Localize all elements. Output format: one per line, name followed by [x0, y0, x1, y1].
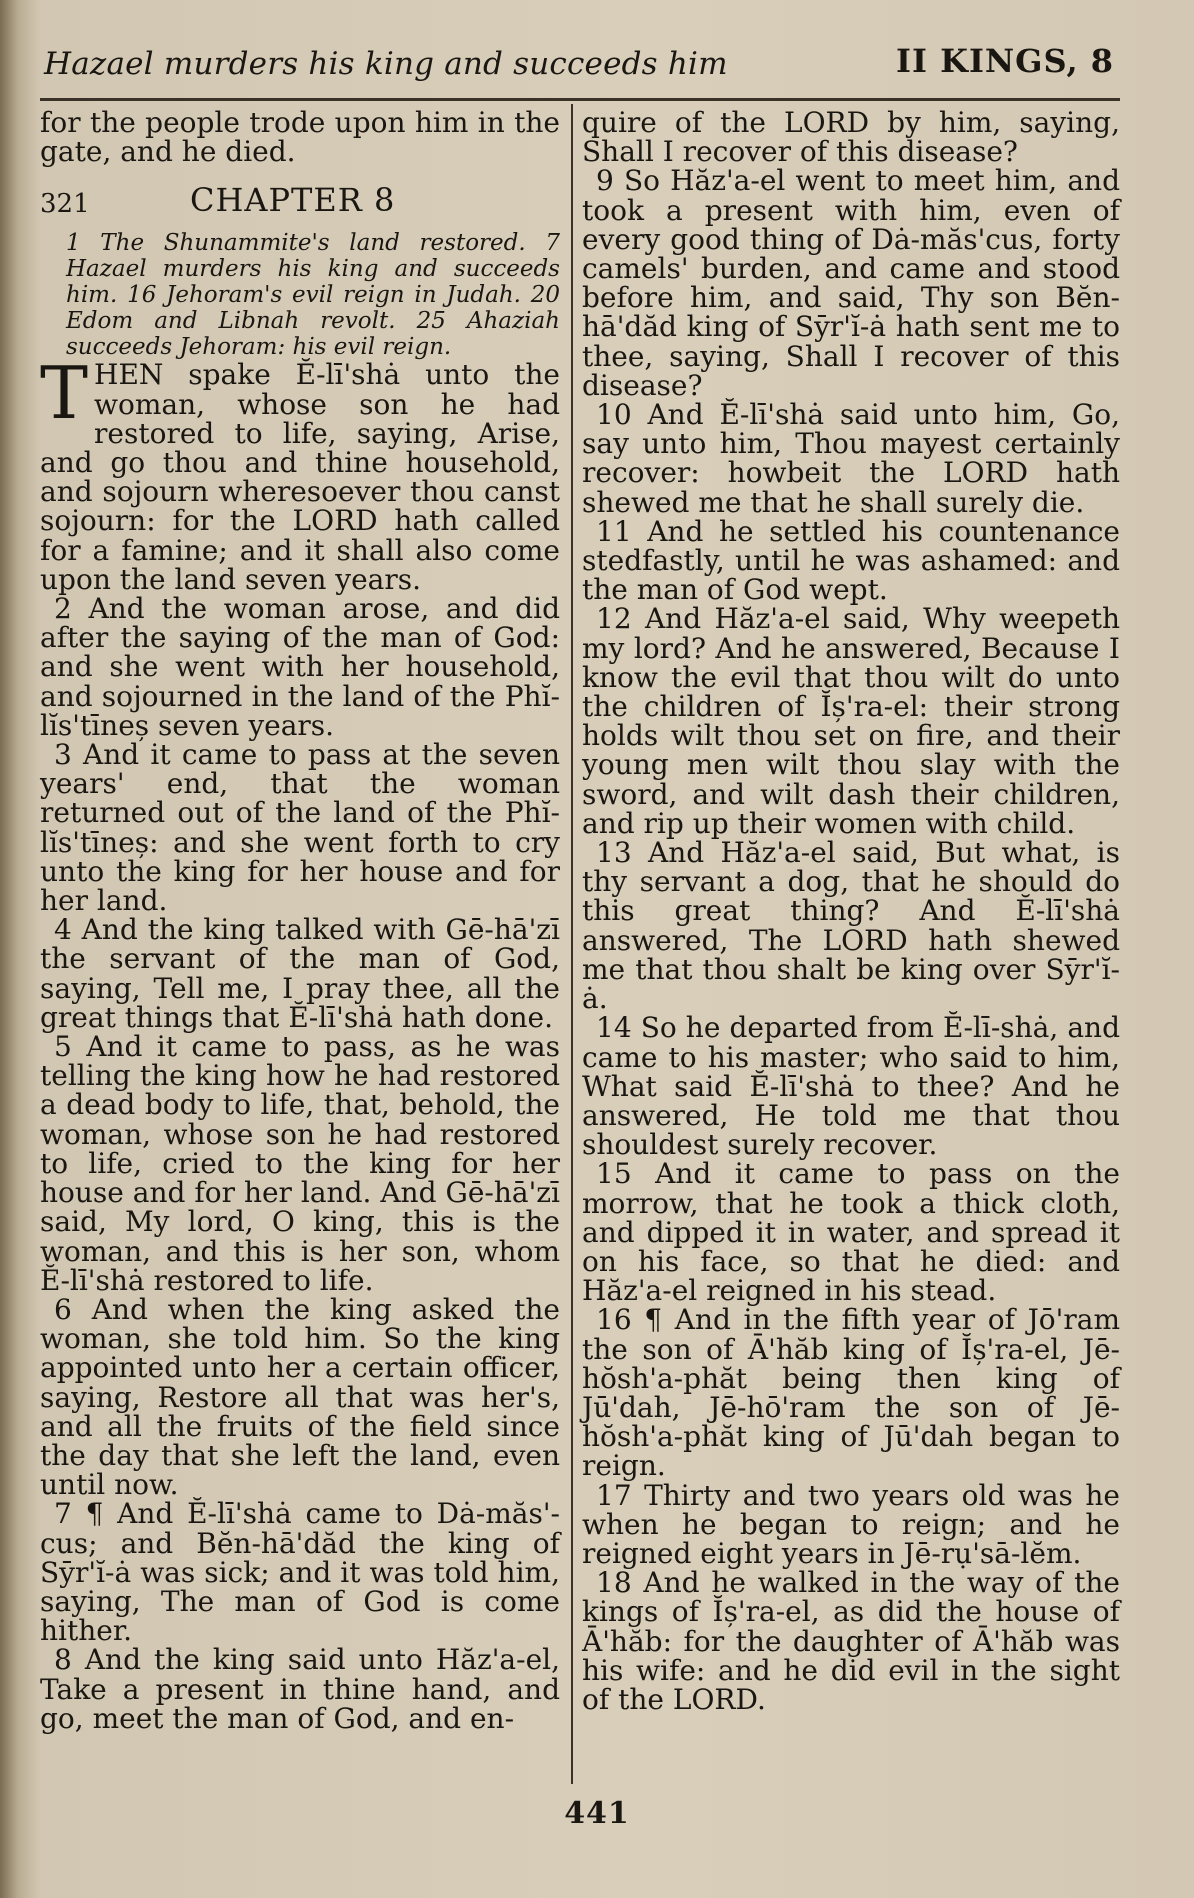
- verse-12: 12 And Hăz'a-el said, Why weepeth my lord? And he answered, Because I know the evil that thou wilt do unto the children of Ĭș'ra-el: their strong holds wilt thou set on fire, and their young men wilt thou slay with the sword, and wilt dash their children, and rip up their women with child.: [582, 602, 1120, 840]
- left-column: [40, 108, 560, 1733]
- verse-3: 3 And it came to pass at the seven years' end, that the woman returned out of the land of the Phĭ-lĭs'tīneș: and she went forth to cry unto the king for her house and for her land.: [40, 738, 560, 918]
- chapter-heading: [40, 180, 560, 230]
- page-number: 441: [564, 1796, 630, 1831]
- verse-17: 17 Thirty and two years old was he when he began to reign; and he reigned eight years in Jē-rụ'sā-lĕm.: [582, 1478, 1120, 1570]
- right-column: [582, 108, 1120, 1714]
- verse-10: 10 And Ĕ-lī'shȧ said unto him, Go, say unto him, Thou mayest certainly recover: howbeit the LORD hath shewed me that he shall surely die.: [582, 398, 1120, 519]
- chapter-number: 321: [40, 189, 90, 220]
- verse-9: 9 So Hăz'a-el went to meet him, and took a present with him, even of every good thing of Dȧ-măs'cus, forty camels' burden, and came and stood before him, and said, Thy son Bĕn-hā'dăd king of Sȳr'ĭ-ȧ hath sent me to thee, saying, Shall I recover of this disease?: [582, 164, 1120, 402]
- verse-2: 2 And the woman arose, and did after the saying of the man of God: and she went with her household, and sojourned in the land of the Phĭ-lĭs'tīneș seven years.: [40, 592, 560, 742]
- running-header: [44, 34, 1114, 94]
- continuation-text: for the people trode upon him in the gate, and he died.: [40, 106, 560, 169]
- header-rule: [40, 98, 1120, 101]
- verse-7: 7 ¶ And Ĕ-lī'shȧ came to Dȧ-măs'-cus; and Bĕn-hā'dăd the king of Sȳr'ĭ-ȧ was sick; and it was told him, saying, The man of God is come hither.: [40, 1497, 560, 1648]
- verse-1-text: HEN spake Ĕ-lī'shȧ unto the woman, whose son he had restored to life, saying, Arise, and go thou and thine household, and sojourn wheresoever thou canst sojourn: for the LORD hath called for a famine; and it shall also come upon the land seven years.: [40, 358, 560, 596]
- verse-4: 4 And the king talked with Gē-hā'zī the servant of the man of God, saying, Tell me, I pray thee, all the great things that Ĕ-lī'shȧ hath done.: [40, 913, 560, 1034]
- column-divider: [571, 104, 573, 1784]
- verse-15: 15 And it came to pass on the morrow, that he took a thick cloth, and dipped it in water, and spread it on his face, so that he died: and Hăz'a-el reigned in his stead.: [582, 1157, 1120, 1308]
- verse-8: 8 And the king said unto Hăz'a-el, Take a present in thine hand, and go, meet the man of God, and en-: [40, 1643, 560, 1735]
- verse-14: 14 So he departed from Ĕ-lī-shȧ, and came to his master; who said to him, What said Ĕ-lī'shȧ to thee? And he answered, He told me that thou shouldest surely recover.: [582, 1011, 1120, 1162]
- chapter-summary: 1 The Shunammite's land restored. 7 Hazael murders his king and succeeds him. 16 Jehoram's evil reign in Judah. 20 Edom and Libnah revolt. 25 Ahaziah succeeds Jehoram: his evil reign.: [66, 230, 560, 361]
- verse-6: 6 And when the king asked the woman, she told him. So the king appointed unto her a certain officer, saying, Restore all that was her's, and all the fruits of the field since the day that she left the land, even until now.: [40, 1292, 560, 1502]
- header-book-chapter: II KINGS, 8: [896, 42, 1114, 80]
- verse-5: 5 And it came to pass, as he was telling the king how he had restored a dead body to life, that, behold, the woman, whose son he had restored to life, cried to the king for her house and for her land. And Gē-hā'zī said, My lord, O king, this is the woman, and this is her son, whom Ĕ-lī'shȧ restored to life.: [40, 1030, 560, 1297]
- verse-11: 11 And he settled his countenance stedfastly, until he was ashamed: and the man of God wept.: [582, 514, 1120, 607]
- continuation-text: quire of the LORD by him, saying, Shall I recover of this disease?: [582, 106, 1120, 169]
- verse-16: 16 ¶ And in the fifth year of Jō'ram the son of Ā'hăb king of Ĭș'ra-el, Jē-hŏsh'a-phăt being then king of Jū'dah, Jē-hō'ram the son of Jē-hŏsh'a-phăt king of Jū'dah began to reign.: [582, 1303, 1120, 1483]
- chapter-title: CHAPTER 8: [190, 181, 396, 220]
- verse-18: 18 And he walked in the way of the kings of Ĭș'ra-el, as did the house of Ā'hăb: for the daughter of Ā'hăb was his wife: and he did evil in the sight of the LORD.: [582, 1566, 1120, 1716]
- verse-1: [40, 351, 560, 596]
- drop-cap: T: [40, 351, 89, 436]
- header-topic: Hazael murders his king and succeeds him: [44, 46, 728, 82]
- verse-13: 13 And Hăz'a-el said, But what, is thy servant a dog, that he should do this great thing? And Ĕ-lī'shȧ answered, The LORD hath shewed me that thou shalt be king over Sȳr'ĭ-ȧ.: [582, 836, 1120, 1016]
